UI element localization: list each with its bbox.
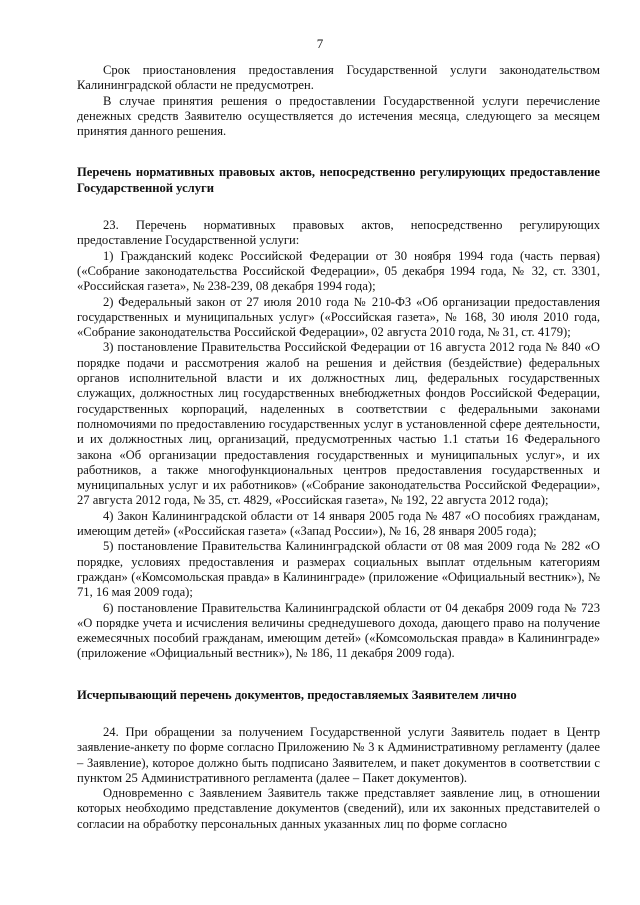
paragraph: 24. При обращении за получением Государственной услуги Заявитель подает в Центр заявление-анкету по форме согласно Приложению № 3 к Административному регламенту (далее – Заявление), которое должно быть подписано Заявителем, и пакет документов в соответствии с пунктом 25 Административного регламента (далее – Пакет документов). [77, 724, 600, 785]
list-item: 6) постановление Правительства Калининградской области от 04 декабря 2009 года № 723 «О порядке учета и исчисления величины среднедушевого дохода, дающего право на получение ежемесячных пособий гражданам, имеющим детей» («Комсомольская правда» в Калининграде» (приложение «Официальный вестник»), № 186, 11 декабря 2009 года). [77, 600, 600, 661]
section-heading: Перечень нормативных правовых актов, непосредственно регулирующих предоставление Государственной услуги [77, 165, 600, 195]
paragraph: В случае принятия решения о предоставлении Государственной услуги перечисление денежных средств Заявителю осуществляется до истечения месяца, следующего за месяцем принятия данного решения. [77, 93, 600, 139]
document-body [77, 63, 600, 832]
section-heading: Исчерпывающий перечень документов, предоставляемых Заявителем лично [77, 687, 517, 702]
page-number: 7 [316, 36, 324, 51]
list-item: 3) постановление Правительства Российской Федерации от 16 августа 2012 года № 840 «О порядке подачи и рассмотрения жалоб на решения и действия (бездействие) федеральных органов исполнительной власти и их должностных лиц, федеральных государственных служащих, должностных лиц государственных внебюджетных фондов Российской Федерации, государственных корпораций, наделенных в соответствии с федеральными законами полномочиями по предоставлению государственных услуг в установленной сфере деятельности, и их должностных лиц, организаций, предусмотренных частью 1.1 статьи 16 Федерального закона «Об организации предоставления государственных и муниципальных услуг», и их работников, а также многофункциональных центров предоставления государственных и муниципальных услуг и их работников» («Собрание законодательства Российской Федерации», 27 августа 2012 года, № 35, ст. 4829, «Российская газета», № 192, 22 августа 2012 года); [77, 340, 600, 508]
paragraph: Одновременно с Заявлением Заявитель также представляет заявление лиц, в отношении которых необходимо представление документов (сведений), или их законных представителей о согласии на обработку персональных данных указанных лиц по форме согласно [77, 786, 600, 831]
paragraph: 23. Перечень нормативных правовых актов, непосредственно регулирующих предоставление Государственной услуги: [77, 218, 600, 248]
list-item: 4) Закон Калининградской области от 14 января 2005 года № 487 «О пособиях гражданам, имеющим детей» («Российская газета» («Запад России»), № 16, 28 января 2005 года); [77, 508, 600, 539]
list-item: 5) постановление Правительства Калининградской области от 08 мая 2009 года № 282 «О порядке, условиях предоставления и размерах социальных выплат отдельным категориям граждан» («Комсомольская правда» в Калининграде» (приложение «Официальный вестник»), № 71, 16 мая 2009 года); [77, 539, 600, 600]
list-item: 1) Гражданский кодекс Российской Федерации от 30 ноября 1994 года (часть первая) («Собрание законодательства Российской Федерации», 05 декабря 1994 года, № 32, ст. 3301, «Российская газета», № 238-239, 08 декабря 1994 года); [77, 248, 600, 294]
paragraph: Срок приостановления предоставления Государственной услуги законодательством Калининградской области не предусмотрен. [77, 63, 600, 93]
list-item: 2) Федеральный закон от 27 июля 2010 года № 210-ФЗ «Об организации предоставления государственных и муниципальных услуг» («Российская газета», № 168, 30 июля 2010 года, «Собрание законодательства Российской Федерации», 02 августа 2010 года, № 31, ст. 4179); [77, 294, 600, 340]
